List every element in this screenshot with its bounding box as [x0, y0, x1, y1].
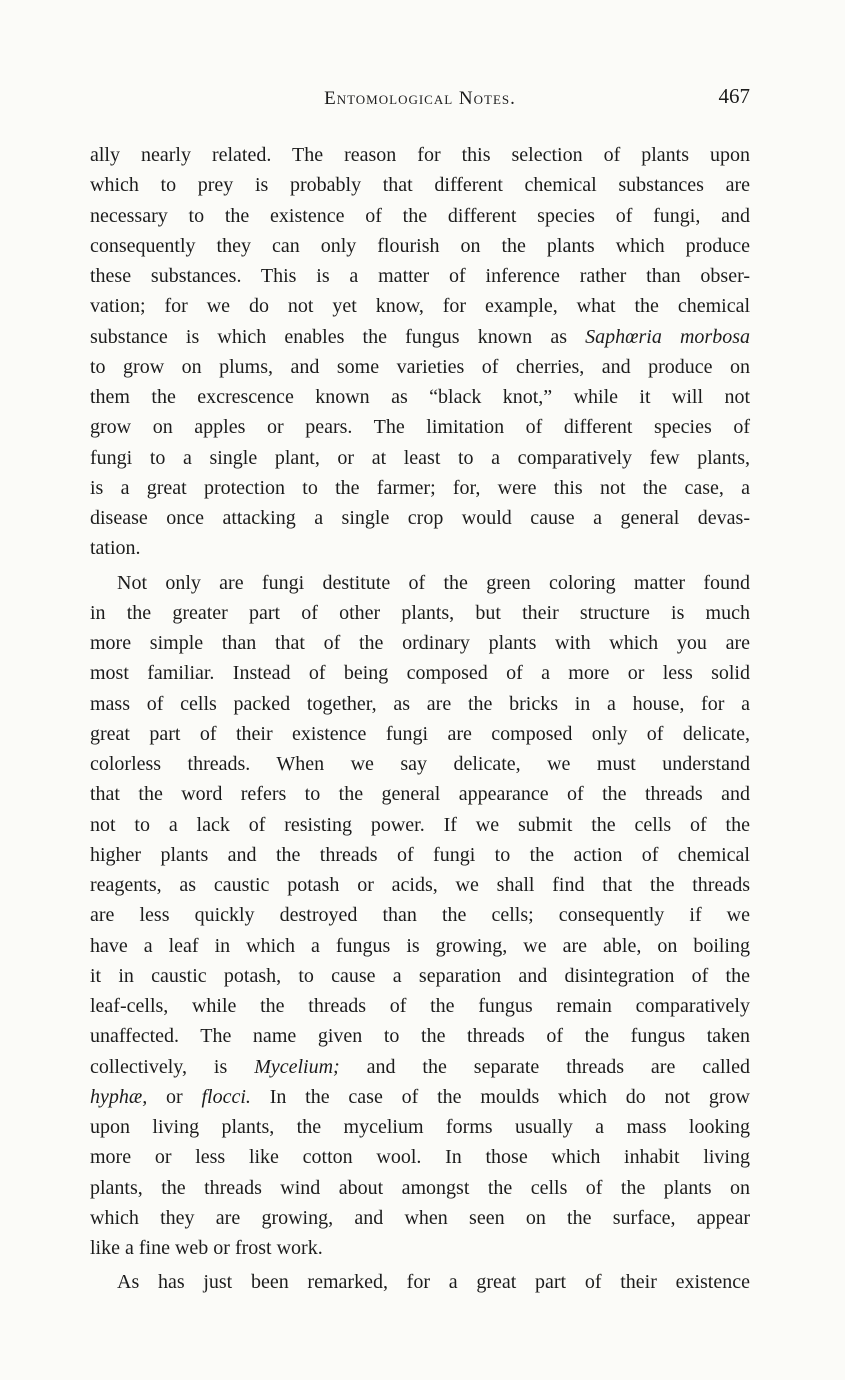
text-line	[90, 1082, 750, 1112]
text-line: vation; for we do not yet know, for example, what the chemical	[90, 295, 750, 318]
text-line: is a great protection to the farmer; for, were this not the case, a	[90, 476, 750, 499]
text-line: upon living plants, the mycelium forms usually a mass looking	[90, 1116, 750, 1138]
text-line: them the excrescence known as “black knot,” while it will not	[90, 386, 750, 408]
text-line: that the word refers to the general appearance of the threads and	[90, 783, 750, 806]
italic-species-name: Saphœria morbosa	[585, 325, 750, 348]
text-line: have a leaf in which a fungus is growing, we are able, on boiling	[90, 934, 750, 957]
text-line: mass of cells packed together, as are the bricks in a house, for a	[90, 692, 750, 715]
text-run: In the case of the moulds which do not grow	[250, 1085, 750, 1108]
text-line	[90, 322, 750, 352]
paragraph-first-line: As has just been remarked, for a great part of their existence	[117, 1271, 750, 1294]
text-line: necessary to the existence of the different species of fungi, and	[90, 204, 750, 227]
text-line: plants, the threads wind about amongst the cells of the plants on	[90, 1176, 750, 1199]
text-line: in the greater part of other plants, but their structure is much	[90, 601, 750, 624]
italic-term: hyphæ,	[90, 1085, 148, 1108]
running-head-title: Entomological Notes.	[324, 88, 516, 109]
italic-term: Mycelium;	[254, 1055, 340, 1078]
text-line	[90, 1052, 750, 1082]
text-run: substance is which enables the fungus known as	[90, 325, 586, 348]
text-line: which to prey is probably that different chemical substances are	[90, 174, 750, 197]
text-run: collectively, is	[90, 1055, 255, 1078]
text-line: disease once attacking a single crop would cause a general devas-	[90, 507, 750, 529]
text-line: more simple than that of the ordinary plants with which you are	[90, 632, 750, 654]
text-line: colorless threads. When we say delicate, we must understand	[90, 753, 750, 775]
body-text	[90, 140, 750, 1298]
running-head	[90, 84, 750, 114]
text-line: it in caustic potash, to cause a separation and disintegration of the	[90, 964, 750, 987]
italic-term: flocci.	[201, 1085, 251, 1108]
text-line: most familiar. Instead of being composed of a more or less solid	[90, 662, 750, 685]
text-line: these substances. This is a matter of inference rather than obser-	[90, 265, 750, 287]
text-line: fungi to a single plant, or at least to a comparatively few plants,	[90, 446, 750, 469]
text-line: ally nearly related. The reason for this selection of plants upon	[90, 144, 750, 166]
text-line: are less quickly destroyed than the cells; consequently if we	[90, 904, 750, 927]
text-line: like a fine web or frost work.	[90, 1237, 323, 1259]
text-line: consequently they can only flourish on the plants which produce	[90, 234, 750, 257]
text-line: grow on apples or pears. The limitation of different species of	[90, 416, 750, 439]
text-run: and the separate threads are called	[339, 1055, 750, 1078]
text-line: leaf-cells, while the threads of the fungus remain comparatively	[90, 995, 750, 1017]
text-line: reagents, as caustic potash or acids, we shall find that the threads	[90, 874, 750, 896]
text-line: unaffected. The name given to the threads of the fungus taken	[90, 1025, 750, 1048]
text-line: higher plants and the threads of fungi to the action of chemical	[90, 843, 750, 866]
text-line: great part of their existence fungi are composed only of delicate,	[90, 722, 750, 745]
page-number: 467	[718, 84, 750, 108]
text-line: to grow on plums, and some varieties of cherries, and produce on	[90, 355, 750, 378]
text-line: which they are growing, and when seen on the surface, appear	[90, 1206, 750, 1229]
paragraph-first-line: Not only are fungi destitute of the green coloring matter found	[117, 571, 750, 594]
text-line: more or less like cotton wool. In those which inhabit living	[90, 1146, 750, 1169]
text-line: not to a lack of resisting power. If we submit the cells of the	[90, 813, 750, 836]
text-line: tation.	[90, 537, 141, 560]
text-run: or	[147, 1085, 202, 1108]
